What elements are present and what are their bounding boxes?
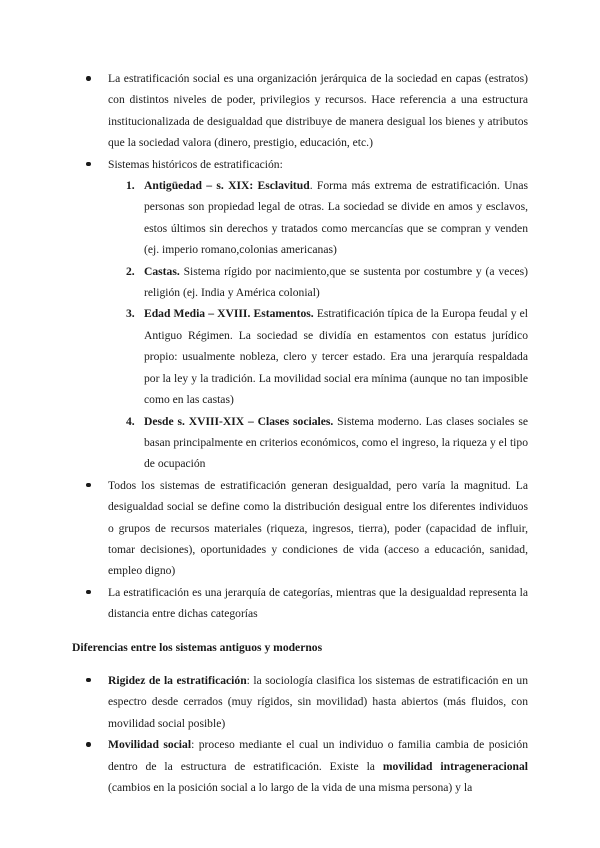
item-heading: Antigüedad – s. XIX: Esclavitud — [144, 179, 310, 193]
intro-bullet-list — [72, 68, 528, 625]
list-item-text: La estratificación es una jerarquía de categorías, mientras que la desigualdad representa la distancia entre dichas categorías — [108, 585, 528, 621]
item-text: : proceso mediante el cual un individuo o familia cambia de posición dentro de la estructura de estratificación. Existe la — [108, 738, 528, 773]
list-item-text: La estratificación social es una organización jerárquica de la sociedad en capas (estratos) con distintos niveles de poder, privilegios y recursos. Hace referencia a una estructura institucionalizada de desigualdad que distribuye de manera desigual los bienes y atributos que la sociedad valora (dinero, prestigio, educación, etc.) — [108, 72, 528, 150]
bullet-icon — [86, 76, 91, 81]
item-number: 4. — [126, 414, 135, 428]
bullet-icon — [86, 742, 91, 747]
item-number: 2. — [126, 264, 135, 278]
list-item — [72, 670, 528, 734]
item-emphasis: movilidad intrageneracional — [382, 759, 529, 773]
item-heading: Desde s. XVIII-XIX – Clases sociales. — [144, 414, 334, 428]
bullet-icon — [86, 162, 91, 167]
item-number: 3. — [126, 307, 135, 321]
list-item — [72, 475, 528, 582]
bullet-icon — [86, 590, 91, 595]
list-item — [108, 303, 528, 410]
differences-bullet-list — [72, 670, 528, 798]
item-text: Sistema moderno. Las clases sociales se basan principalmente en criterios económicos, como el ingreso, la riqueza y el tipo de ocupación — [144, 414, 528, 471]
list-item-text: Sistemas históricos de estratificación: — [108, 157, 283, 171]
document-content — [72, 68, 528, 798]
item-heading: Castas. — [144, 264, 180, 278]
item-text: Sistema rígido por nacimiento,que se sustenta por costumbre y (a veces) religión (ej. India y América colonial) — [144, 264, 528, 300]
list-item — [72, 68, 528, 154]
item-text: : la sociología clasifica los sistemas de estratificación en un espectro desde cerrados (muy rígidos, sin movilidad) hasta abiertos (más fluidos, con movilidad social posible) — [108, 673, 528, 730]
list-item — [72, 582, 528, 625]
item-number: 1. — [126, 179, 135, 193]
item-text: (cambios en la posición social a lo largo de la vida de una misma persona) y la — [108, 781, 473, 794]
list-item — [108, 175, 528, 261]
list-item — [72, 154, 528, 475]
list-item — [108, 261, 528, 304]
bullet-icon — [86, 483, 91, 488]
bullet-icon — [86, 678, 91, 683]
item-text: . Forma más extrema de estratificación. Unas personas son propiedad legal de otras. La sociedad se divide en amos y esclavos, estos últimos sin derechos y tratados como mercancías que se compran y venden (ej. imperio romano,colonias americanas) — [144, 179, 529, 257]
list-item-text: Todos los sistemas de estratificación generan desigualdad, pero varía la magnitud. La desigualdad social se define como la distribución desigual entre los diferentes individuos o grupos de recursos materiales (riqueza, ingresos, tierra), poder (capacidad de influir, tomar decisiones), oportunidades y condiciones de vida (acceso a educación, sanidad, empleo digno) — [108, 478, 528, 578]
section-title: Diferencias entre los sistemas antiguos y modernos — [72, 640, 323, 654]
item-heading: Movilidad social — [108, 738, 192, 752]
item-heading: Rigidez de la estratificación — [108, 673, 247, 687]
list-item — [72, 734, 528, 798]
list-item — [108, 411, 528, 475]
item-text: Estratificación típica de la Europa feudal y el Antiguo Régimen. La sociedad se dividía en estamentos con estatus jurídico propio: usualmente nobleza, clero y tercer estado. Era una jerarquía respaldada por la ley y la tradición. La movilidad social era mínima (aunque no tan imposible como en las castas) — [144, 307, 528, 407]
item-heading: Edad Media – XVIII. Estamentos. — [144, 307, 314, 321]
historical-systems-list — [108, 175, 528, 475]
